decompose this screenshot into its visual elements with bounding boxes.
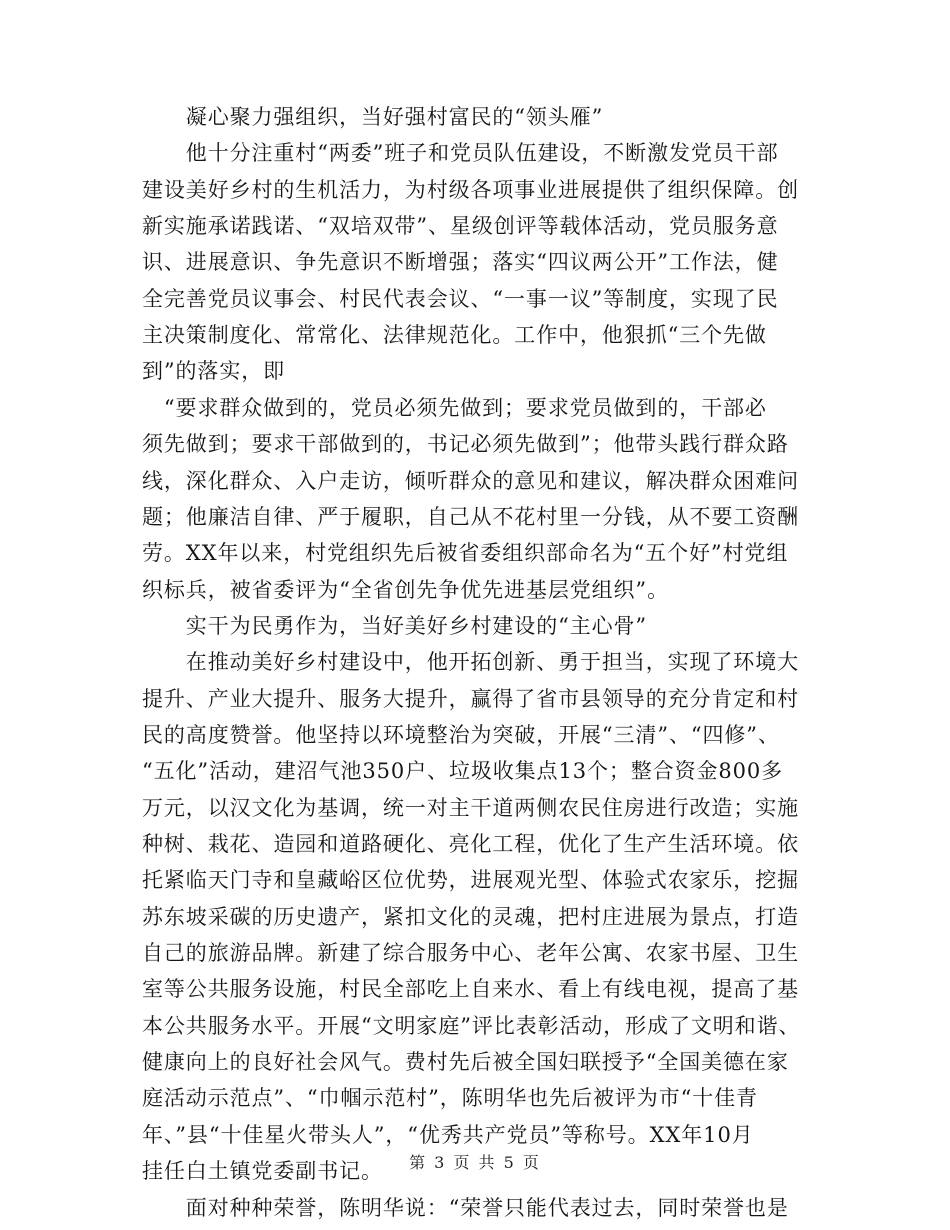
text-line: “要求群众做到的，党员必须先做到；要求党员做到的，干部必 (142, 395, 767, 420)
text-line: 自己的旅游品牌。新建了综合服务中心、老年公寓、农家书屋、卫生 (142, 941, 799, 966)
text-line: 线，深化群众、入户走访，倾听群众的意见和建议，解决群众困难问 (142, 468, 799, 493)
text-line: 题；他廉洁自律、严于履职，自己从不花村里一分钱，从不要工资酬 (142, 504, 799, 529)
text-line: 年、”县“十佳星火带头人”，“优秀共产党员”等称号。XX年10月 (142, 1122, 754, 1147)
text-line: “五化”活动，建沼气池350户、垃圾收集点13个；整合资金800多 (142, 759, 784, 784)
text-line: 在推动美好乡村建设中，他开拓创新、勇于担当，实现了环境大 (142, 650, 799, 675)
text-line: 室等公共服务设施，村民全部吃上自来水、看上有线电视，提高了基 (142, 977, 799, 1002)
text-line: 到”的落实，即 (142, 359, 286, 384)
text-line: 种树、栽花、造园和道路硬化、亮化工程，优化了生产生活环境。依 (142, 832, 799, 856)
text-line: 劳。XX年以来，村党组织先后被省委组织部命名为“五个好”村党组 (142, 541, 789, 566)
page-footer: 第 3 页 共 5 页 (409, 1153, 541, 1172)
text-line: 托紧临天门寺和皇藏峪区位优势，进展观光型、体验式农家乐，挖掘 (142, 868, 799, 893)
text-line: 凝心聚力强组织，当好强村富民的“领头雁” (142, 105, 604, 129)
text-line: 健康向上的良好社会风气。费村先后被全国妇联授予“全国美德在家 (142, 1050, 789, 1075)
text-line: 民的高度赞誉。他坚持以环境整治为突破，开展“三清”、“四修”、 (142, 722, 780, 747)
text-line: 他十分注重村“两委”班子和党员队伍建设，不断激发党员干部 (142, 141, 779, 166)
text-line: 全完善党员议事会、村民代表会议、“一事一议”等制度，实现了民 (142, 286, 779, 311)
text-line: 织标兵，被省委评为“全省创先争优先进基层党组织”。 (142, 577, 669, 602)
text-line: 庭活动示范点”、“巾帼示范村”，陈明华也先后被评为市“十佳青 (142, 1086, 758, 1111)
text-line: 挂任白土镇党委副书记。 (142, 1159, 383, 1184)
text-line: 苏东坡采碳的历史遗产，紧扣文化的灵魂，把村庄进展为景点，打造 (142, 904, 799, 929)
text-line: 提升、产业大提升、服务大提升，赢得了省市县领导的充分肯定和村 (142, 686, 799, 711)
text-line: 万元，以汉文化为基调，统一对主干道两侧农民住房进行改造；实施 (142, 795, 799, 820)
text-line: 识、进展意识、争先意识不断增强；落实“四议两公开”工作法，健 (142, 250, 779, 275)
text-line: 新实施承诺践诺、“双培双带”、星级创评等载体活动，党员服务意 (142, 214, 779, 239)
text-line: 主决策制度化、常常化、法律规范化。工作中，他狠抓“三个先做 (142, 323, 767, 348)
text-line: 面对种种荣誉，陈明华说：“荣誉只能代表过去，同时荣誉也是 (142, 1195, 789, 1220)
text-line: 本公共服务水平。开展“文明家庭”评比表彰活动，形成了文明和谐、 (142, 1013, 801, 1038)
text-line: 须先做到；要求干部做到的，书记必须先做到”；他带头践行群众路 (142, 432, 789, 457)
text-line: 实干为民勇作为，当好美好乡村建设的“主心骨” (142, 613, 648, 638)
text-line: 建设美好乡村的生机活力，为村级各项事业进展提供了组织保障。创 (142, 177, 799, 202)
